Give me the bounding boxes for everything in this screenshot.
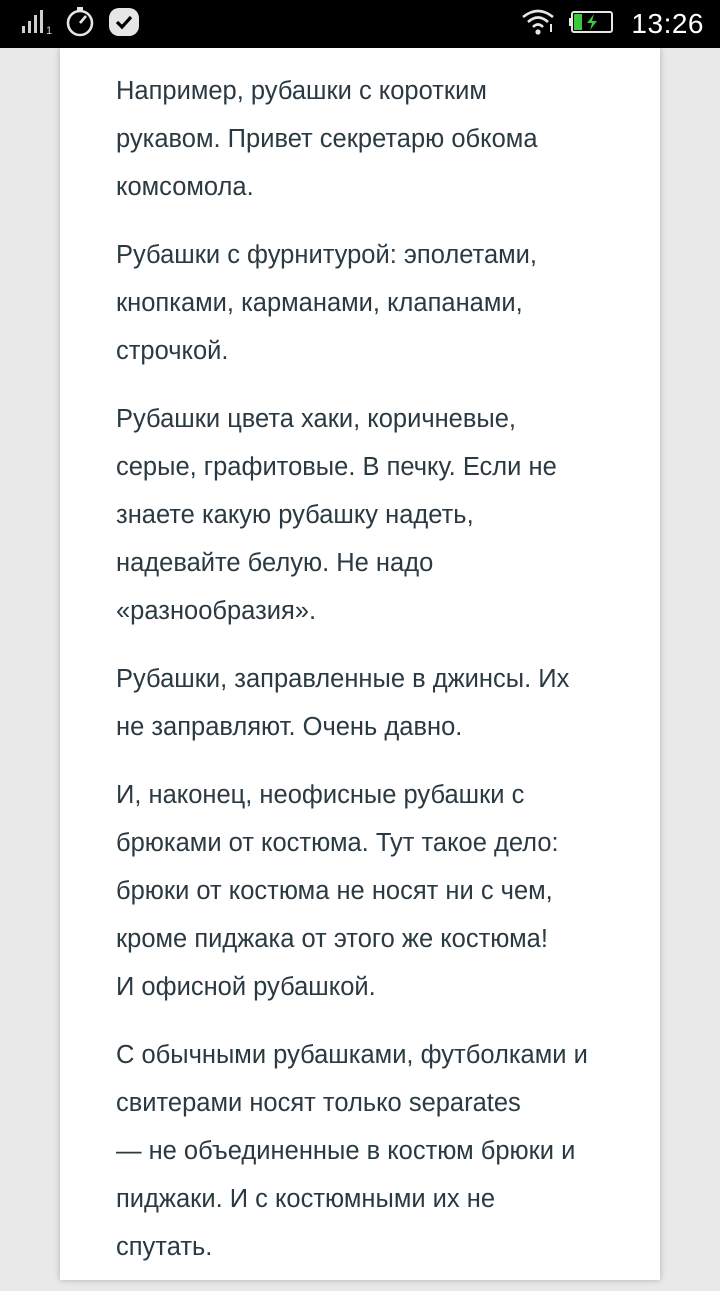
status-bar-left bbox=[22, 8, 140, 40]
signal-icon bbox=[22, 9, 52, 40]
article-paragraph: Рубашки цвета хаки, коричневые, серые, графитовые. В печку. Если не знаете какую рубашку надеть, надевайте белую. Не надо «разнообразия». bbox=[116, 405, 557, 625]
check-app-icon bbox=[108, 6, 140, 43]
article-paragraph: И, наконец, неофисные рубашки с брюками от костюма. Тут такое дело: брюки от костюма не носят ни с чем, кроме пиджака от этого же костюма! И офисной рубашкой. bbox=[116, 781, 559, 1001]
clock: 13:26 bbox=[631, 8, 704, 39]
sim-slot-label: 1 bbox=[46, 24, 52, 35]
article-page[interactable] bbox=[60, 48, 660, 1280]
wifi-icon bbox=[521, 8, 555, 41]
article-paragraph: Рубашки с фурнитурой: эполетами, кнопками, карманами, клапанами, строчкой. bbox=[116, 241, 537, 365]
battery-charging-icon bbox=[569, 9, 617, 40]
status-bar bbox=[0, 0, 720, 48]
article-paragraph: Рубашки, заправленные в джинсы. Их не заправляют. Очень давно. bbox=[116, 665, 570, 741]
status-bar-right bbox=[521, 8, 704, 40]
article-paragraph: Например, рубашки с коротким рукавом. Привет секретарю обкома комсомола. bbox=[116, 77, 538, 201]
article-body bbox=[116, 67, 616, 1291]
timer-icon bbox=[64, 6, 96, 43]
article-paragraph: С обычными рубашками, футболками и свитерами носят только separates — не объединенные в костюм брюки и пиджаки. И с костюмными их не спутать. bbox=[116, 1041, 588, 1261]
